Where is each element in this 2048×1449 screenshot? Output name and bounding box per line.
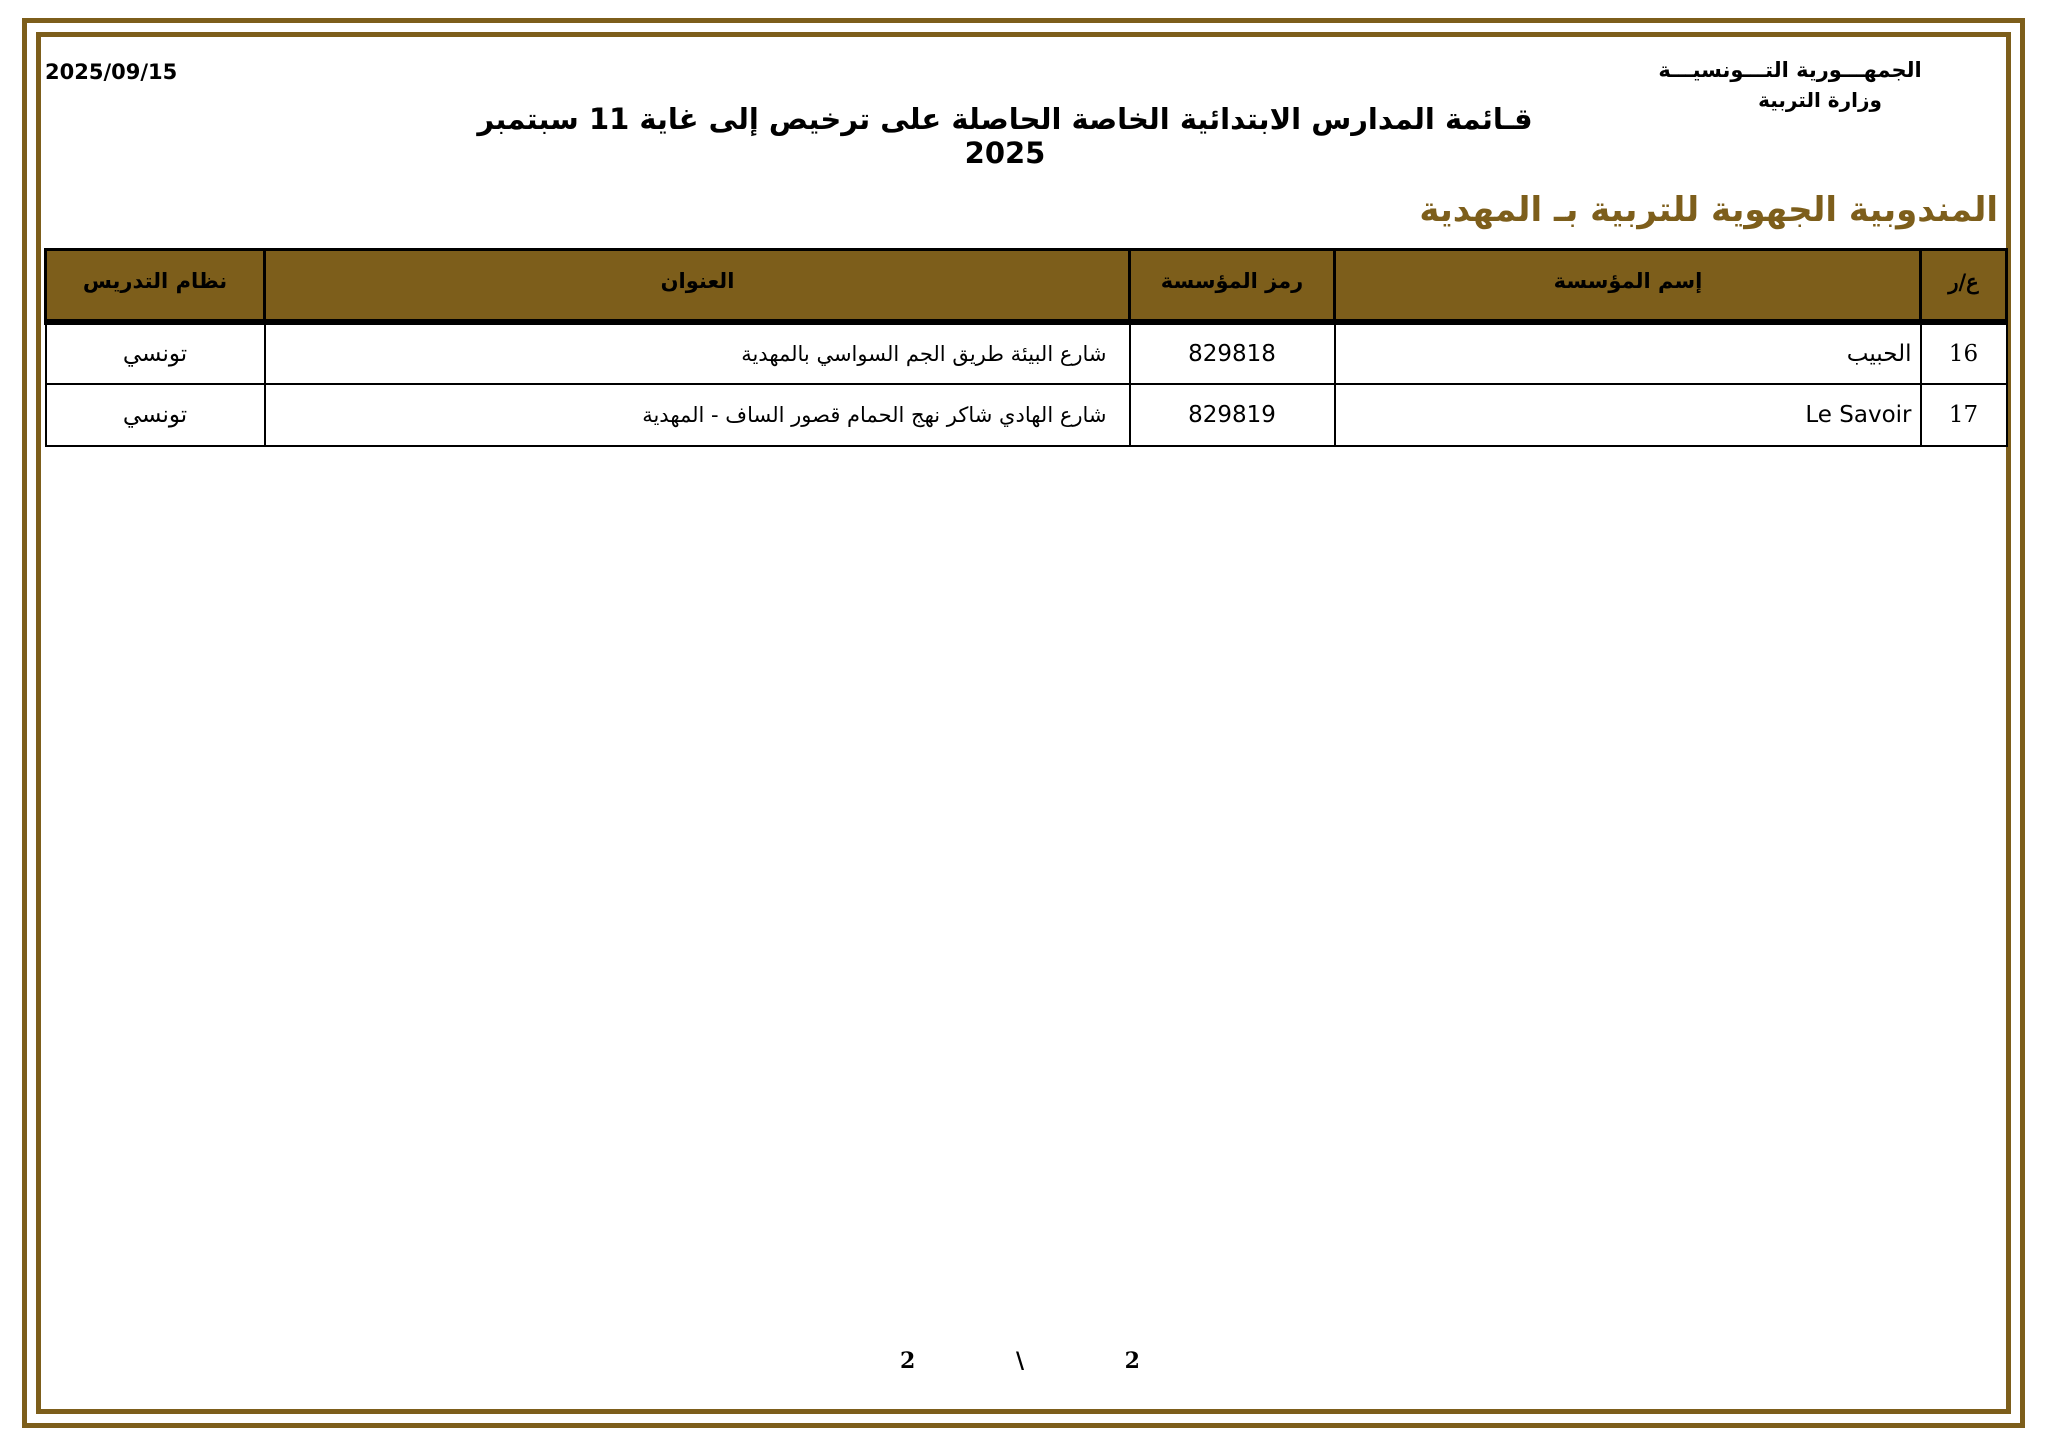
column-header-name: إسم المؤسسة (1335, 250, 1921, 322)
document-title: قـائمة المدارس الابتدائية الخاصة الحاصلة على ترخيص إلى غاية 11 سبتمبر 2025 (477, 102, 1533, 170)
school-address: شارع البيئة طريق الجم السواسي بالمهدية (265, 322, 1130, 384)
schools-table (44, 248, 2008, 447)
teaching-system: تونسي (46, 322, 265, 384)
school-name: الحبيب (1335, 322, 1921, 384)
row-number: 17 (1921, 384, 2007, 446)
school-code: 829819 (1130, 384, 1335, 446)
republic-label: الجمهـــورية التـــونسيـــة (1658, 58, 1922, 82)
table-row (46, 322, 2007, 384)
teaching-system: تونسي (46, 384, 265, 446)
column-header-number: ع/ر (1921, 250, 2007, 322)
page-total: 2 (1124, 1348, 1140, 1374)
table-row (46, 384, 2007, 446)
table-header-row (46, 250, 2007, 322)
column-header-system: نظام التدريس (46, 250, 265, 322)
school-code: 829818 (1130, 322, 1335, 384)
page-current: 2 (900, 1348, 916, 1374)
page-inner-border (36, 32, 2011, 1414)
header-institution (1610, 58, 1970, 112)
column-header-code: رمز المؤسسة (1130, 250, 1335, 322)
page-number (900, 1348, 1140, 1374)
school-name: Le Savoir (1335, 384, 1921, 446)
ministry-label: وزارة التربية (1758, 88, 1882, 112)
region-heading: المندوبية الجهوية للتربية بـ المهدية (1419, 190, 1998, 230)
row-number: 16 (1921, 322, 2007, 384)
column-header-address: العنوان (265, 250, 1130, 322)
document-date: 2025/09/15 (45, 60, 178, 84)
page-separator: \ (1015, 1348, 1025, 1374)
school-address: شارع الهادي شاكر نهج الحمام قصور الساف - المهدية (265, 384, 1130, 446)
